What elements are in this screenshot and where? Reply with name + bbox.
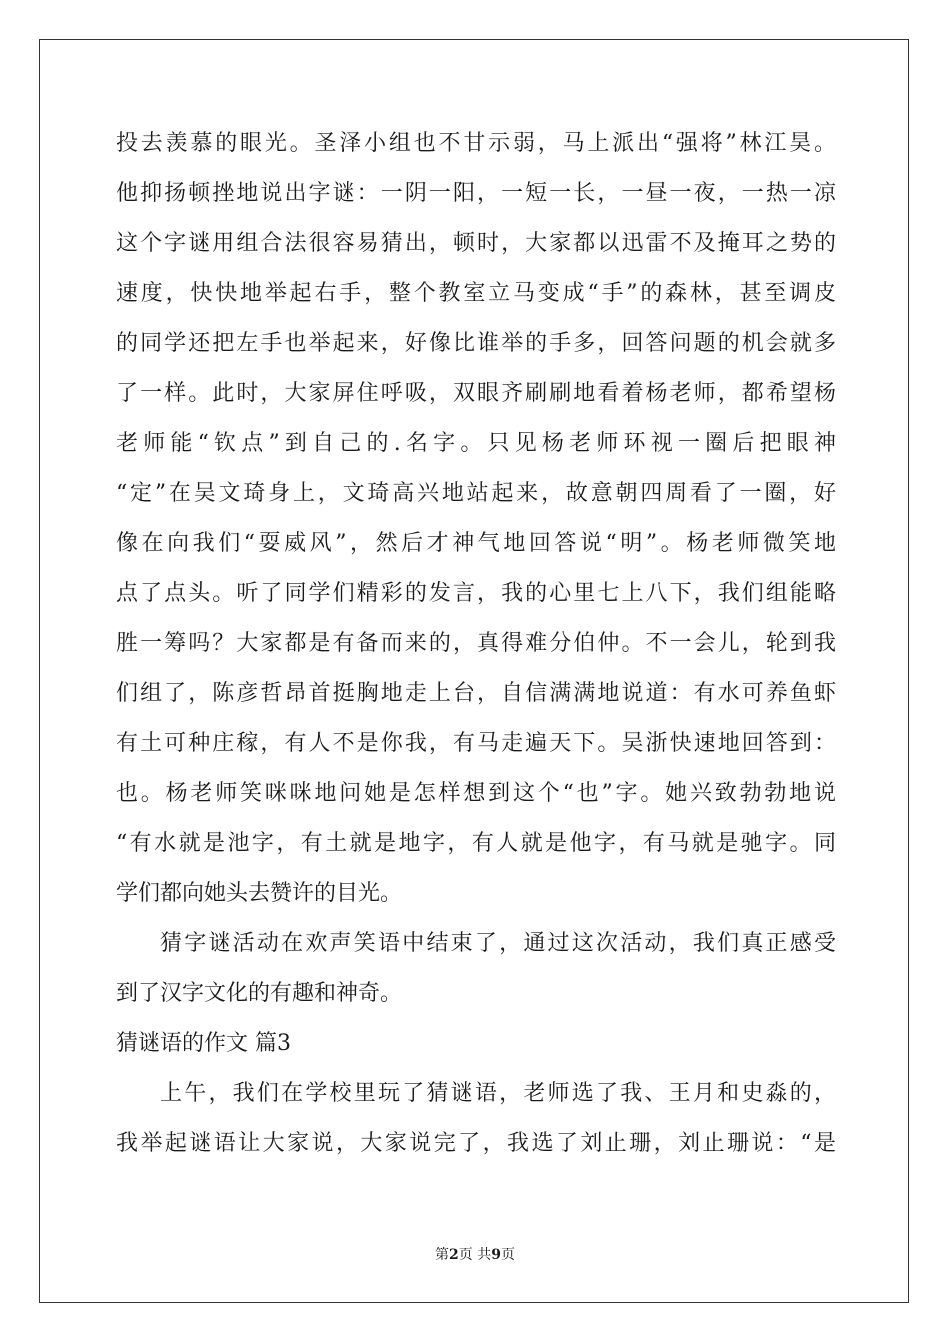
paragraph-start-line: 上午，我们在学校里玩了猜谜语，老师选了我、王月和史淼的， [160,1081,836,1106]
text-line: 像在向我们“耍威风”，然后才神气地回答说“明”。杨老师微笑地 [116,531,836,556]
paragraph-end-line: 到了汉字文化的有趣和神奇。 [116,981,403,1006]
text-line: 也。杨老师笑咪咪地问她是怎样想到这个“也”字。她兴致勃勃地说 [116,781,836,806]
current-page-number: 2 [449,1247,459,1263]
text-line: 这个字谜用组合法很容易猜出，顿时，大家都以迅雷不及掩耳之势的 [116,231,836,256]
text-line: “有水就是池字，有土就是地字，有人就是他字，有马就是驰字。同 [116,831,836,856]
page-mid: 页 共 [458,1247,492,1263]
section-heading: 猜谜语的作文 篇3 [116,1031,291,1056]
text-line: 了一样。此时，大家屏住呼吸，双眼齐刷刷地看着杨老师，都希望杨 [116,381,836,406]
text-line: 们组了，陈彦哲昂首挺胸地走上台，自信满满地说道：有水可养鱼虾 [116,681,836,706]
text-line: 速度，快快地举起右手，整个教室立马变成“手”的森林，甚至调皮 [116,281,836,306]
total-page-number: 9 [491,1247,501,1263]
document-body [116,126,836,1176]
text-line: 有土可种庄稼，有人不是你我，有马走遍天下。吴浙快速地回答到： [116,731,836,756]
text-line: 点了点头。听了同学们精彩的发言，我的心里七上八下，我们组能略 [116,581,836,606]
page-suffix: 页 [500,1247,515,1263]
text-line: 他抑扬顿挫地说出字谜：一阴一阳，一短一长，一昼一夜，一热一凉 [116,181,836,206]
text-line: 的同学还把左手也举起来，好像比谁举的手多，回答问题的机会就多 [116,331,836,356]
page-number-footer [0,1244,950,1264]
paragraph-end-line: 学们都向她头去赞许的目光。 [116,881,403,906]
page-prefix: 第 [435,1247,450,1263]
text-line: “定”在吴文琦身上，文琦高兴地站起来，故意朝四周看了一圈，好 [116,481,836,506]
text-line: 胜一筹吗？大家都是有备而来的，真得难分伯仲。不一会儿，轮到我 [116,631,836,656]
text-line: 我举起谜语让大家说，大家说完了，我选了刘止珊，刘止珊说：“是 [116,1131,836,1156]
text-line: 投去羡慕的眼光。圣泽小组也不甘示弱，马上派出“强将”林江昊。 [116,131,836,156]
text-line: 老师能“钦点”到自己的.名字。只见杨老师环视一圈后把眼神 [116,431,836,456]
paragraph-start-line: 猜字谜活动在欢声笑语中结束了，通过这次活动，我们真正感受 [160,931,836,956]
